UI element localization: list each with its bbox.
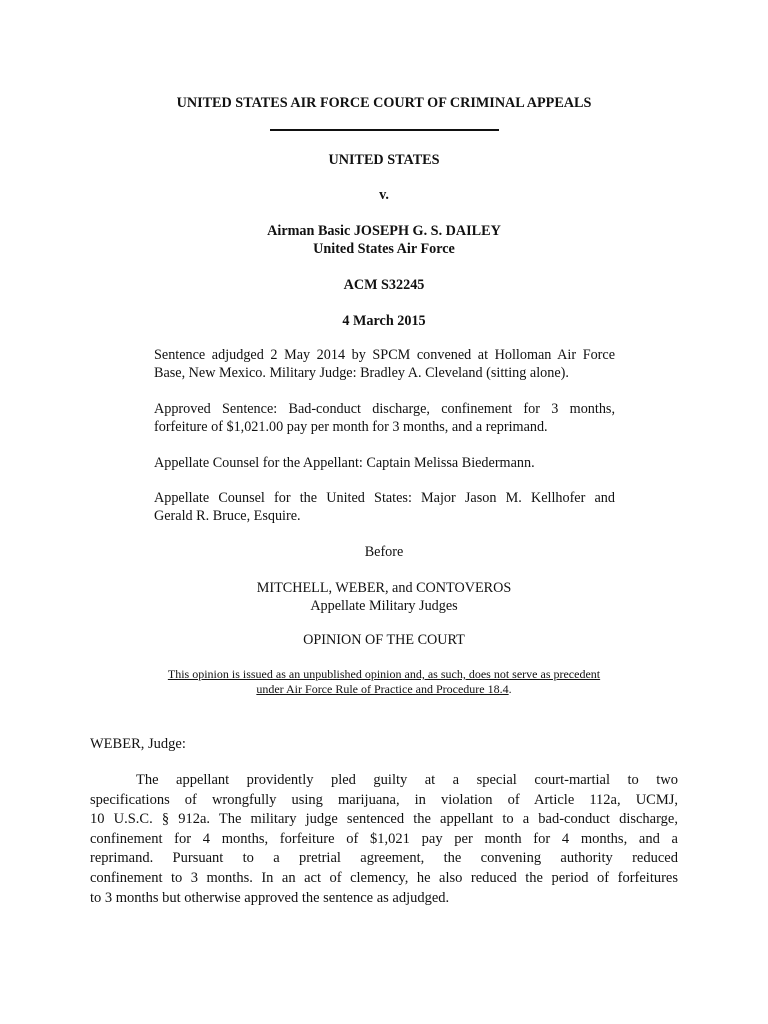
appellant-counsel-block	[154, 454, 615, 472]
us-counsel-block	[154, 489, 615, 525]
decision-date: 4 March 2015	[342, 313, 426, 329]
approved-sentence-line: Approved Sentence: Bad-conduct discharge, confinement for 3 months,	[154, 401, 615, 417]
appellant-name: Airman Basic JOSEPH G. S. DAILEY	[267, 223, 501, 239]
panel-judges-title: Appellate Military Judges	[310, 598, 458, 614]
docket-number: ACM S32245	[343, 277, 425, 293]
opinion-author: WEBER, Judge:	[90, 736, 186, 752]
sentence-adjudged-line: Sentence adjudged 2 May 2014 by SPCM convened at Holloman Air Force	[154, 347, 615, 363]
us-counsel-line: Gerald R. Bruce, Esquire.	[154, 508, 301, 524]
opinion-title: OPINION OF THE COURT	[303, 632, 465, 648]
paragraph-line: confinement for 4 months, forfeiture of $1,021 pay per month for 4 months, and a	[90, 830, 678, 847]
us-counsel-line: Appellate Counsel for the United States: Major Jason M. Kellhofer and	[154, 490, 615, 506]
sentence-adjudged-block	[154, 346, 615, 382]
versus: v.	[379, 187, 389, 203]
approved-sentence-line: forfeiture of $1,021.00 pay per month for 3 months, and a reprimand.	[154, 419, 548, 435]
paragraph-line: reprimand. Pursuant to a pretrial agreement, the convening authority reduced	[90, 850, 678, 867]
opinion-paragraph	[90, 771, 678, 908]
court-name: UNITED STATES AIR FORCE COURT OF CRIMINAL APPEALS	[176, 95, 592, 111]
paragraph-line: confinement to 3 months. In an act of clemency, he also reduced the period of forfeitures	[90, 869, 678, 886]
unpublished-notice-line	[0, 667, 768, 682]
appellant-service: United States Air Force	[313, 241, 455, 257]
title-rule	[270, 129, 499, 131]
party-united-states: UNITED STATES	[328, 152, 440, 168]
panel-judges: MITCHELL, WEBER, and CONTOVEROS	[256, 580, 512, 596]
unpublished-notice-line	[0, 682, 768, 697]
notice-period: .	[508, 682, 512, 696]
paragraph-line: 10 U.S.C. § 912a. The military judge sentenced the appellant to a bad-conduct discharge,	[90, 811, 678, 828]
before-label: Before	[364, 544, 404, 560]
paragraph-line: The appellant providently pled guilty at a special court-martial to two	[136, 772, 678, 788]
paragraph-line: specifications of wrongfully using marijuana, in violation of Article 112a, UCMJ,	[90, 791, 678, 808]
approved-sentence-block	[154, 400, 615, 436]
unpublished-notice-text: This opinion is issued as an unpublished opinion and, as such, does not serve as precedent	[167, 667, 601, 681]
unpublished-notice-text: under Air Force Rule of Practice and Procedure 18.4	[256, 682, 509, 696]
paragraph-line: to 3 months but otherwise approved the sentence as adjudged.	[90, 889, 450, 906]
appellant-counsel-line: Appellate Counsel for the Appellant: Captain Melissa Biedermann.	[154, 455, 535, 471]
sentence-adjudged-line: Base, New Mexico. Military Judge: Bradley A. Cleveland (sitting alone).	[154, 365, 569, 381]
